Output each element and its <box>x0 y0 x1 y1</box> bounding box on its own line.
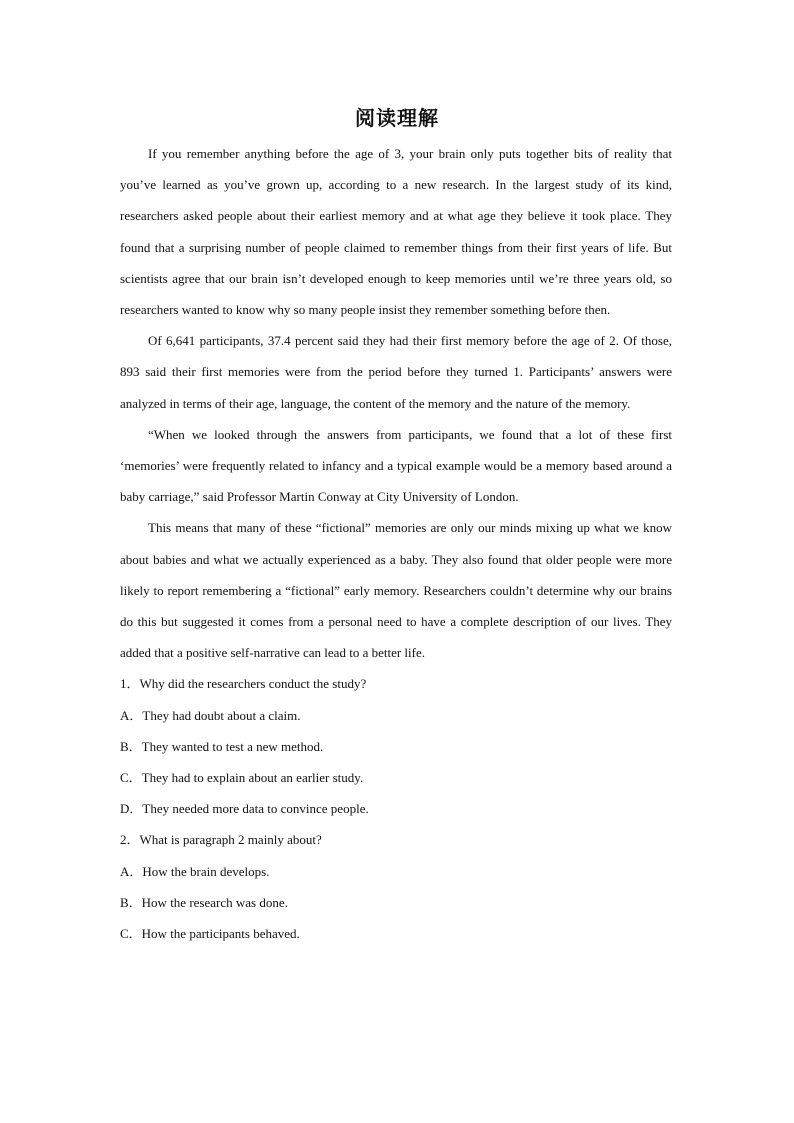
question-stem <box>120 824 672 855</box>
passage-paragraph-1: If you remember anything before the age of 3, your brain only puts together bits of reality that you’ve learned as you’ve grown up, according to a new research. In the largest study of its kind, researchers asked people about their earliest memory and at what age they believe it took place. They found that a surprising number of people claimed to remember things from their first years of life. But scientists agree that our brain isn’t developed enough to keep memories until we’re three years old, so researchers wanted to know why so many people insist they remember something before then. <box>120 146 672 318</box>
option-text: How the participants behaved. <box>141 926 300 942</box>
option-text: They had doubt about a claim. <box>142 707 301 723</box>
option-c <box>120 918 672 949</box>
option-letter: B． <box>120 894 142 910</box>
passage-paragraph-3: “When we looked through the answers from participants, we found that a lot of these first ‘memories’ were frequently related to infancy and a typical example would be a memory based around a baby carriage,” said Professor Martin Conway at City University of London. <box>120 426 672 505</box>
page-title: 阅读理解 <box>355 106 439 130</box>
option-letter: A． <box>120 707 143 723</box>
option-letter: B． <box>120 738 142 754</box>
option-d <box>120 793 672 824</box>
option-letter: C． <box>120 770 142 786</box>
option-b <box>120 887 672 918</box>
document-body <box>120 138 672 949</box>
question-text: Why did the researchers conduct the study? <box>139 676 367 692</box>
option-text: They needed more data to convince people. <box>142 801 369 817</box>
option-a <box>120 700 672 731</box>
question-number: 1． <box>120 676 140 692</box>
option-letter: A． <box>120 863 143 879</box>
question-number: 2． <box>120 832 140 848</box>
question-1 <box>120 668 672 824</box>
option-text: How the brain develops. <box>142 863 270 879</box>
option-letter: C． <box>120 926 142 942</box>
option-letter: D． <box>120 801 143 817</box>
question-text: What is paragraph 2 mainly about? <box>139 832 322 848</box>
option-text: How the research was done. <box>141 894 288 910</box>
option-text: They wanted to test a new method. <box>141 738 324 754</box>
option-text: They had to explain about an earlier study. <box>141 770 364 786</box>
passage-paragraph-4: This means that many of these “fictional” memories are only our minds mixing up what we know about babies and what we actually experienced as a baby. They also found that older people were more likely to report remembering a “fictional” early memory. Researchers couldn’t determine why our brains do this but suggested it comes from a personal need to have a complete description of our lives. They added that a positive self-narrative can lead to a better life. <box>120 520 672 661</box>
option-a <box>120 856 672 887</box>
option-c <box>120 762 672 793</box>
option-b <box>120 731 672 762</box>
question-2 <box>120 824 672 949</box>
question-stem <box>120 668 672 699</box>
passage-paragraph-2: Of 6,641 participants, 37.4 percent said they had their first memory before the age of 2. Of those, 893 said their first memories were from the period before they turned 1. Participants’ answers were analyzed in terms of their age, language, the content of the memory and the nature of the memory. <box>120 333 672 411</box>
